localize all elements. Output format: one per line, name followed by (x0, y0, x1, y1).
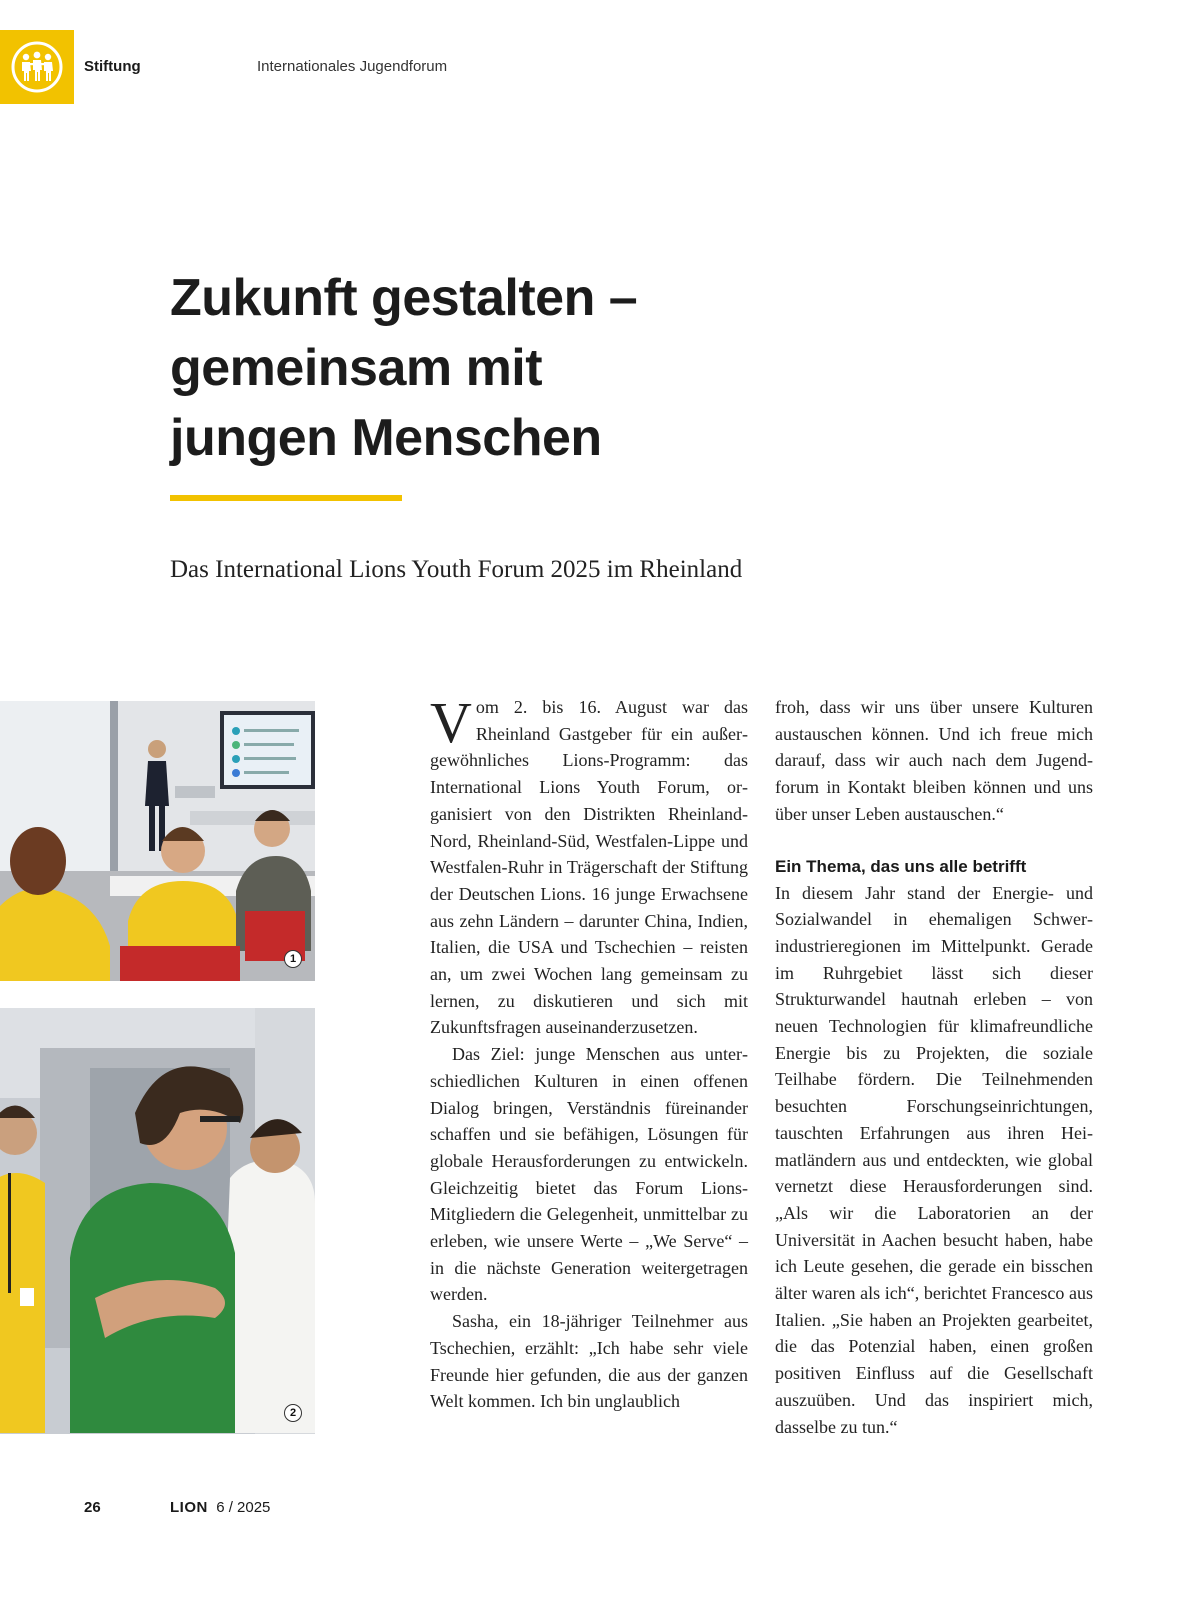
body-paragraph (430, 690, 748, 1041)
photo-classroom (0, 701, 315, 981)
header-topic: Internationales Jugendforum (257, 58, 448, 75)
issue-number: 6 / 2025 (216, 1499, 271, 1516)
headline-line: Zukunft gestalten – (170, 269, 638, 327)
magazine-issue (170, 1499, 270, 1516)
paragraph-text: om 2. bis 16. August war das Rheinland Gastgeber für ein außergewöhnliches Lions-Programm: das International Lions Youth Forum, organisiert von den Distrikten Rheinland-Nord, Rheinland-Süd, Westfalen-Lippe und Westfalen-Ruhr in Trägerschaft der Stiftung der Deutschen Lions. 16 junge Erwachsene aus zehn Ländern – darunter China, Indien, Italien, die USA und Tschechien – reisten an, um zwei Wochen lang gemeinsam zu lernen, zu diskutieren und sich mit Zukunftsfragen auseinanderzusetzen. (430, 697, 748, 1038)
dropcap: V (430, 690, 472, 755)
article-column-2 (775, 694, 1093, 1440)
body-paragraph: froh, dass wir uns über unsere Kulturen austauschen können. Und ich freue mich darauf, dass wir auch nach dem Jugendforum in Kontakt bleiben können und uns über unser Leben austauschen.“ (775, 697, 1093, 824)
body-paragraph: In diesem Jahr stand der Energie- und Sozialwandel in ehemaligen Schwerindustrieregionen im Mittelpunkt. Gerade im Ruhrgebiet lässt sich dieser Strukturwandel hautnah erleben – von neuen Technologien für klimafreundliche Energie bis zu Projekten, die soziale Teilhabe fördern. Die Teilnehmenden besuchten Forschungseinrichtungen, tauschten Erfahrungen aus ihren Heimatländern aus und entdeckten, wie global vernetzt diese Herausforderungen sind. „Als wir die Laboratorien an der Universität in Aachen besucht haben, habe ich Leute gesehen, die gerade ein bisschen älter waren als ich“, berichtet Francesco aus Italien. „Sie haben an Projekten gearbeitet, die das Potenzial haben, einen großen positiven Einfluss auf die Gesellschaft auszuüben. Und das inspiriert mich, dasselbe zu tun.“ (775, 882, 1093, 1437)
body-paragraph: Das Ziel: junge Menschen aus unterschiedlichen Kulturen in einen offenen Dialog bringen, Verständnis füreinander schaffen und sie befähigen, Lösungen für globale Herausforderungen zu entwickeln. Gleichzeitig bietet das Forum Lions-Mitgliedern die Gelegenheit, unmittelbar zu erleben, wie unsere Werte – „We Serve“ – in die nächste Generation weitergetragen werden. (430, 1044, 748, 1305)
body-paragraph: Sasha, ein 18-jähriger Teilnehmer aus Tschechien, erzählt: „Ich habe sehr viele Freunde hier gefunden, die aus der ganzen Welt kommen. Ich bin unglaublich (430, 1311, 748, 1412)
article-column-1 (430, 690, 748, 1415)
photo-number: 1 (284, 950, 302, 968)
article-headline (170, 263, 790, 473)
section-subheading: Ein Thema, das uns alle betrifft (775, 856, 1027, 876)
headline-rule (170, 495, 402, 501)
headline-line: gemeinsam mit (170, 339, 543, 397)
magazine-name: LION (170, 1499, 208, 1516)
article-subheadline: Das International Lions Youth Forum 2025 im Rheinland (170, 556, 743, 583)
section-label: Stiftung (84, 58, 141, 75)
lions-foundation-people-icon (11, 41, 63, 93)
photo-number: 2 (284, 1404, 302, 1422)
page-number: 26 (84, 1499, 101, 1516)
foundation-logo (0, 30, 74, 104)
photo-participants (0, 1008, 315, 1434)
headline-line: jungen Menschen (170, 409, 602, 467)
